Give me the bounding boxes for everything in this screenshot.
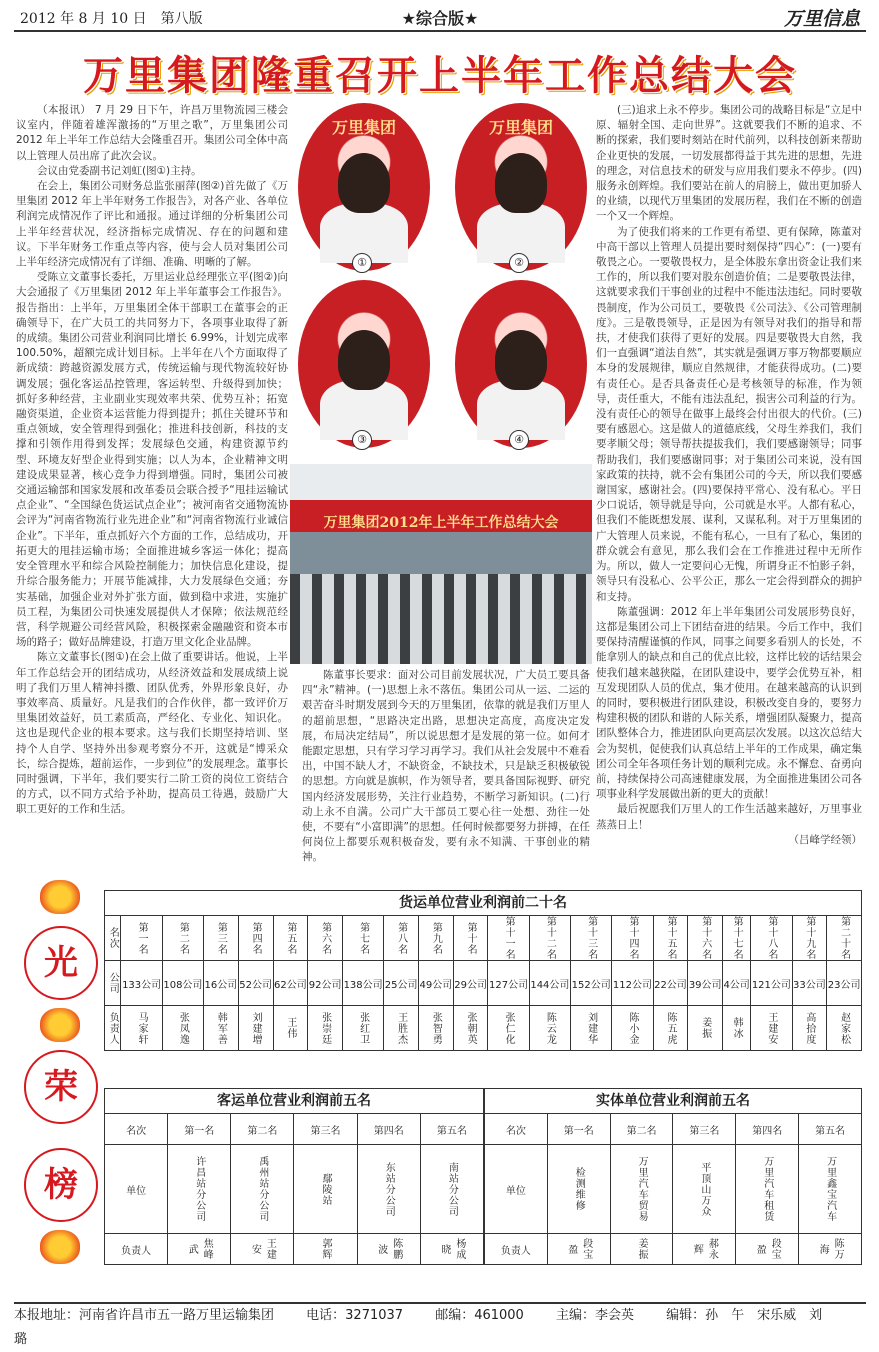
table-cell: 第一名: [168, 1114, 231, 1145]
photo-number: ④: [509, 430, 529, 450]
table-title: 实体单位营业利润前五名: [484, 1088, 862, 1113]
table-cell: 张仁化: [488, 1006, 529, 1051]
headline: 万里集团隆重召开上半年工作总结大会: [83, 52, 797, 99]
table-cell: 段宝盈: [547, 1234, 610, 1265]
table-cell: 杨成晓: [420, 1234, 483, 1265]
article-column-2: [302, 668, 590, 863]
row-label: 公司: [105, 961, 121, 1006]
paragraph: 为了使我们将来的工作更有希望、更有保障，陈董对中高干部以上管理人员提出要时刻保持“四心”：(一)要有敬畏之心。一要敬畏权力，是全体股东拿出资金让我们来工作的，所以我们要对股东创造价值；二是要敬畏法律，这就要求我们干事创业的过程中不能违法违纪。同时要敬畏制度，作为公司员工，要敬畏《公司法》、《公司管理制度》。三是敬畏领导，正是因为有领导对我们的指导和帮扶，才使我们获得了更好的发展。四是要敬畏大自然，我们一直强调“道法自然”，其实就是强调万事万物都要顺应本身的发展规律，顺应自然规律，才能获得成功。(二)要有责任心。是否具备责任心是考核领导的标准，作为领导，责任重大，不能有违法乱纪，损害公司利益的行为。没有责任心的领导在做事上最终会付出很大的代价。(三)要有感恩心。这是做人的道德底线，父母生养我们，我们要孝顺父母；领导帮扶提拔我们，我们要感谢领导；同事帮助我们，我们要感谢同事；对于集团公司来说，没有国家政策的扶持，就不会有集团公司的今天，所以我们要感谢国家，感谢社会。(四)要保持平常心、没有私心。平日少口说话，领导就是导向，公司就是水平。人都有私心，但我们不能既想发展、谋利，又谋私利。对于万里集团的广大管理人员来说，不能有私心，一旦有了私心，集团的群众就会有意见，那么我们会在工作推进过程中无所作为。所以，做人一定要问心无愧，所谓身正不怕影子斜，领导只有没私心、公平公正，那么一定会得到群众的拥护和支持。: [596, 225, 862, 603]
photo-figure: [338, 153, 390, 213]
photo-number: ②: [509, 253, 529, 273]
table-cell: 第四名: [357, 1114, 420, 1145]
hall-banner: 万里集团2012年上半年工作总结大会: [323, 515, 559, 531]
table-row: [105, 961, 862, 1006]
table-cell: 第五名: [420, 1114, 483, 1145]
photo-2: [455, 103, 587, 271]
table-cell: 王建安: [751, 1006, 792, 1051]
table-cell: 张朝英: [453, 1006, 488, 1051]
table-cell: 第十名: [453, 916, 488, 961]
table-row: [105, 916, 862, 961]
table-cell: 第三名: [673, 1114, 736, 1145]
entity-ranking-table: [484, 1088, 862, 1265]
row-label: 单位: [105, 1145, 168, 1234]
footer-zip: 邮编：461000: [435, 1308, 524, 1323]
honor-roll-banner: [18, 880, 98, 1300]
paragraph: 陈董强调：2012 年上半年集团公司发展形势良好，这都是集团公司上下团结奋进的结果。今后工作中，我们要保持清醒谨慎的作风，同事之间要多看别人的长处，不能拿别人的缺点和自己的优点比较，这样比较的话结果会使我们越来越狭隘，在团队建设中，要学会优势互补，相互发现团队人员的优点，集才使用。在越来越高的认识到的同时，要积极进行团队建设，积极改变自身的，要努力构建积极的团队和谐的人际关系，增强团队凝聚力，提高团队整体合力，推进团队向更高层次发展。以这次总结大会为契机，促使我们认真总结上半年的工作成果，确定集团公司全年各项任务计划的顺利完成。永不懈怠、奋勇向前，持续保持公司高速健康发展，为全面推进集团公司各项事业科学发展做出新的更大的贡献！: [596, 605, 862, 801]
paragraph: 陈立文董事长(图①)在会上做了重要讲话。他说，上半年工作总结会开的团结成功，从经济效益和发展成绩上说明了我们万里人精神抖擞、团队优秀，外界形象良好，办事效率高、质量好。凡是我们的合作伙伴，都一致评价万里集团效益好，员工素质高，严经化、专业化、知识化。这也是现代企业的根本要求。这与我们长期坚持培训、坚持个人自学、坚持外出参观考察分不开，这就是“博采众长，综合提炼，超前运作，一步到位”的发展理念。董事长同时强调，下半年，我们要实行二阶工资的岗位工资结合的方式，以不同方式给予补助，提高员工待遇，鼓励广大职工更好的工作和生活。: [16, 651, 288, 816]
table-cell: 韩冰: [723, 1006, 751, 1051]
table-cell: 152公司: [571, 961, 612, 1006]
row-label: 负责人: [105, 1234, 168, 1265]
photo-backdrop-text: 万里集团: [331, 118, 396, 137]
footer-phone: 电话：3271037: [306, 1308, 404, 1323]
table-cell: 第十九名: [792, 916, 827, 961]
row-label: 单位: [485, 1145, 548, 1234]
table-cell: 22公司: [653, 961, 688, 1006]
table-cell: 第三名: [204, 916, 239, 961]
table-cell: 高拾度: [792, 1006, 827, 1051]
paragraph: 陈董事长要求：面对公司目前发展状况，广大员工要具备四“永”精神。(一)思想上永不落伍。集团公司从一运、二运的艰苦奋斗时期发展到今天的万里集团，依靠的就是我们万里人的超前思想，“思路决定出路，思想决定高度，高度决定发展，布局决定结局”，所以说思想才是发展的第一位。如何才能跟定思想，只有学习学习再学习。我们从社会发展中不难看出，中国不缺人才，不缺资金，不缺技术，只是缺乏积极敏锐的思想。方向就是旗帜，作为领导者，要具备国际视野、研究国内经济发展形势，关注行业趋势，不断学习新知识。(二)行动上永不自满。公司广大干部员工要心往一处想、劲往一处使，不要有“小富即满”的思想。任何时候都要努力拼搏，在任何岗位上都要乐观积极奋发，要有永不知满、干事创业的精神。: [302, 669, 590, 864]
table-cell: 第九名: [418, 916, 453, 961]
photo-4: [455, 280, 587, 448]
lantern-icon: [40, 880, 80, 914]
row-label: 名次: [105, 916, 121, 961]
issue-date: 2012 年 8 月 10 日 第八版: [20, 11, 203, 27]
photo-figure: [495, 330, 547, 390]
table-cell: 刘建增: [238, 1006, 273, 1051]
table-cell: 刘建华: [571, 1006, 612, 1051]
paragraph: 受陈立文董事长委托，万里运业总经理张立平(图②)向大会通报了《万里集团 2012 年上半年董事会工作报告》。报告指出：上半年，万里集团全体干部职工在董事会的正确领导下，在广大员工的共同努力下，各项事业取得了新的成绩。集团公司营业利润同比增长 6.99%，计划完成率 100.50%，超额完成计划目标。上半年在八个方面取得了新成绩：跨越资源发展方式，传统运输与现代物流较好协调发展；强化客运品控管理，客运转型、升级得到加快；抓好多种经营，主业副业实现效率共荣、优势互补；拓宽融资渠道，企业资本运营能力得到提升；抓住关键环节和重点领域，安全管理得到强化；推进科技创新，科技的支撑和引领作用得到发挥；发展绿色交通，构建资源节约型、环境友好型企业得到实施；以人为本，企业精神文明建设成果显著，核心竞争力得到增强。同时，集团公司被交通运输部和国家发展和改革委员会联合授予“甩挂运输试点企业”、“全国绿色货运试点企业”；被河南省交通物流协会评为“河南省物流行业先进企业”和“河南省物流行业诚信企业”。下半年，重点抓好六个方面的工作，总结成功，开拓更大的甩挂运输市场；全面推进城乡客运一体化；提高安全管理水平和综合风险控制能力；加快信息化建设，提升综合服务能力；开展节能减排，大力发展绿色交通；夯实基础，加强企业对外扩张方面，做到稳中求进，实施扩员工程，为集团公司快速发展提供人才保障；依法规范经营，科学规避公司经营风险，积极探索金融融资和资本市场的路子；做好品牌建设，打造万里文化企业品牌。: [16, 271, 288, 649]
table-cell: 马家轩: [121, 1006, 162, 1051]
table-cell: 第七名: [342, 916, 383, 961]
honor-char: 光: [24, 926, 98, 1000]
table-cell: 赵家松: [827, 1006, 862, 1051]
table-row: [105, 1145, 484, 1234]
table-cell: 第十六名: [688, 916, 723, 961]
brand-name: 万里信息: [783, 8, 860, 30]
table-cell: 133公司: [121, 961, 162, 1006]
table-cell: 第十二名: [529, 916, 570, 961]
row-label: 负责人: [485, 1234, 548, 1265]
table-cell: 张红卫: [342, 1006, 383, 1051]
table-cell: 姜振: [688, 1006, 723, 1051]
table-cell: 第十七名: [723, 916, 751, 961]
table-cell: 张崇廷: [308, 1006, 343, 1051]
table-cell: 鄢陵站: [294, 1145, 357, 1234]
table-row: [485, 1234, 862, 1265]
table-cell: 第六名: [308, 916, 343, 961]
table-cell: 108公司: [162, 961, 203, 1006]
photo-number: ①: [352, 253, 372, 273]
table-cell: 检测维修: [547, 1145, 610, 1234]
table-cell: 陈云龙: [529, 1006, 570, 1051]
honor-char: 荣: [24, 1050, 98, 1124]
table-cell: 段宝盈: [736, 1234, 799, 1265]
table-cell: 49公司: [418, 961, 453, 1006]
table-cell: 韩军善: [204, 1006, 239, 1051]
table-cell: 127公司: [488, 961, 529, 1006]
table-cell: 第十八名: [751, 916, 792, 961]
footer-address: 本报地址：河南省许昌市五一路万里运输集团: [14, 1308, 275, 1323]
byline: （吕峰学经领）: [788, 833, 862, 846]
lantern-icon: [40, 1008, 80, 1042]
edition-label: ★综合版★: [401, 9, 479, 28]
table-cell: 25公司: [384, 961, 419, 1006]
photo-figure: [338, 330, 390, 390]
article-column-3: [596, 103, 862, 863]
table-cell: 第二十名: [827, 916, 862, 961]
table-cell: 焦峰武: [168, 1234, 231, 1265]
table-cell: 23公司: [827, 961, 862, 1006]
row-label: 名次: [105, 1114, 168, 1145]
table-cell: 王胜杰: [384, 1006, 419, 1051]
table-cell: 王伟: [273, 1006, 308, 1051]
table-cell: 第四名: [736, 1114, 799, 1145]
table-cell: 第五名: [799, 1114, 862, 1145]
table-row: [485, 1145, 862, 1234]
table-cell: 郭辉: [294, 1234, 357, 1265]
table-cell: 92公司: [308, 961, 343, 1006]
table-cell: 121公司: [751, 961, 792, 1006]
table-cell: 第二名: [610, 1114, 673, 1145]
paragraph: （本报讯） 7 月 29 日下午，许昌万里物流园三楼会议室内，伴随着雄浑激扬的“万里之歌”，万里集团公司 2012 年上半年工作总结大会隆重召开。集团公司全体中高以上管理人员出席了此次会议。: [16, 104, 288, 162]
paragraph: 会议由党委副书记刘虹(图①)主持。: [37, 164, 202, 177]
table-cell: 第一名: [547, 1114, 610, 1145]
table-cell: 第八名: [384, 916, 419, 961]
table-cell: 第十五名: [653, 916, 688, 961]
table-cell: 144公司: [529, 961, 570, 1006]
table-cell: 第十三名: [571, 916, 612, 961]
photo-backdrop-text: 万里集团: [488, 118, 553, 137]
table-cell: 陈万海: [799, 1234, 862, 1265]
table-cell: 禹州站分公司: [231, 1145, 294, 1234]
table-cell: 第二名: [162, 916, 203, 961]
table-cell: 112公司: [612, 961, 653, 1006]
table-cell: 第四名: [238, 916, 273, 961]
table-cell: 万里鑫宝汽车: [799, 1145, 862, 1234]
table-cell: 第十四名: [612, 916, 653, 961]
table-cell: 第一名: [121, 916, 162, 961]
table-cell: 第十一名: [488, 916, 529, 961]
table-cell: 33公司: [792, 961, 827, 1006]
photo-number: ③: [352, 430, 372, 450]
table-cell: 王建安: [231, 1234, 294, 1265]
footer-editors: 编辑：孙 午 宋乐威 刘 璐: [14, 1308, 836, 1347]
passenger-ranking-table: [104, 1088, 484, 1265]
footer: [14, 1302, 866, 1347]
table-cell: 陈五虎: [653, 1006, 688, 1051]
table-cell: 万里汽车贸易: [610, 1145, 673, 1234]
table-cell: 张凤逸: [162, 1006, 203, 1051]
table-cell: 南站分公司: [420, 1145, 483, 1234]
audience: [290, 574, 592, 664]
lantern-icon: [40, 1230, 80, 1264]
table-cell: 万里汽车租赁: [736, 1145, 799, 1234]
table-cell: 陈鹏波: [357, 1234, 420, 1265]
table-cell: 东站分公司: [357, 1145, 420, 1234]
photo-1: [298, 103, 430, 271]
table-cell: 姜振: [610, 1234, 673, 1265]
table-row: [485, 1114, 862, 1145]
freight-ranking-table: [104, 890, 862, 1051]
honor-char: 榜: [24, 1148, 98, 1222]
table-cell: 平顶山万众: [673, 1145, 736, 1234]
table-row: [105, 1234, 484, 1265]
footer-chief: 主编：李会英: [555, 1308, 634, 1323]
photo-3: [298, 280, 430, 448]
table-cell: 52公司: [238, 961, 273, 1006]
row-label: 名次: [485, 1114, 548, 1145]
table-cell: 第五名: [273, 916, 308, 961]
table-cell: 第二名: [231, 1114, 294, 1145]
table-cell: 许昌站分公司: [168, 1145, 231, 1234]
table-cell: 138公司: [342, 961, 383, 1006]
table-row: [105, 1006, 862, 1051]
table-cell: 郝永辉: [673, 1234, 736, 1265]
masthead: [14, 4, 866, 32]
meeting-hall-photo: [290, 464, 592, 664]
table-cell: 29公司: [453, 961, 488, 1006]
table-cell: 陈小金: [612, 1006, 653, 1051]
photo-figure: [495, 153, 547, 213]
row-label: 负责人: [105, 1006, 121, 1051]
table-title: 客运单位营业利润前五名: [104, 1088, 484, 1113]
table-title: 货运单位营业利润前二十名: [104, 890, 862, 915]
table-cell: 39公司: [688, 961, 723, 1006]
paragraph: 最后祝愿我们万里人的工作生活越来越好，万里事业蒸蒸日上！: [596, 803, 862, 831]
table-cell: 第三名: [294, 1114, 357, 1145]
article-column-1: [16, 103, 288, 816]
paragraph: 在会上，集团公司财务总监张丽萍(图②)首先做了《万里集团 2012 年上半年财务工作报告》，对各产业、各单位利润完成情况作了评比和通报。通过详细的分析集团公司上半年经营状况，经济指标完成情况、存在的问题和建议。下半年财务工作重点等内容，使与会人员对集团公司上半年经济完成情况有了详细、准确、明晰的了解。: [16, 180, 288, 269]
table-row: [105, 1114, 484, 1145]
table-cell: 张智勇: [418, 1006, 453, 1051]
paragraph: (三)追求上永不停步。集团公司的战略目标是“立足中原、辐射全国、走向世界”。这就要我们不断的追求、不断的探索，我们要时刻站在时代前列，以科技创新来帮助企业更快的发展，一切发展都得益于其先进的思想，先进的理念，对信息技术的研发与应用我们要永不停步。(四)服务永创辉煌。我们要站在前人的肩膀上，做出更加骄人的业绩，以现代万里集团的发展历程，我们在不断的创造一个又一个辉煌。: [596, 104, 862, 223]
table-cell: 62公司: [273, 961, 308, 1006]
table-cell: 16公司: [204, 961, 239, 1006]
table-cell: 4公司: [723, 961, 751, 1006]
